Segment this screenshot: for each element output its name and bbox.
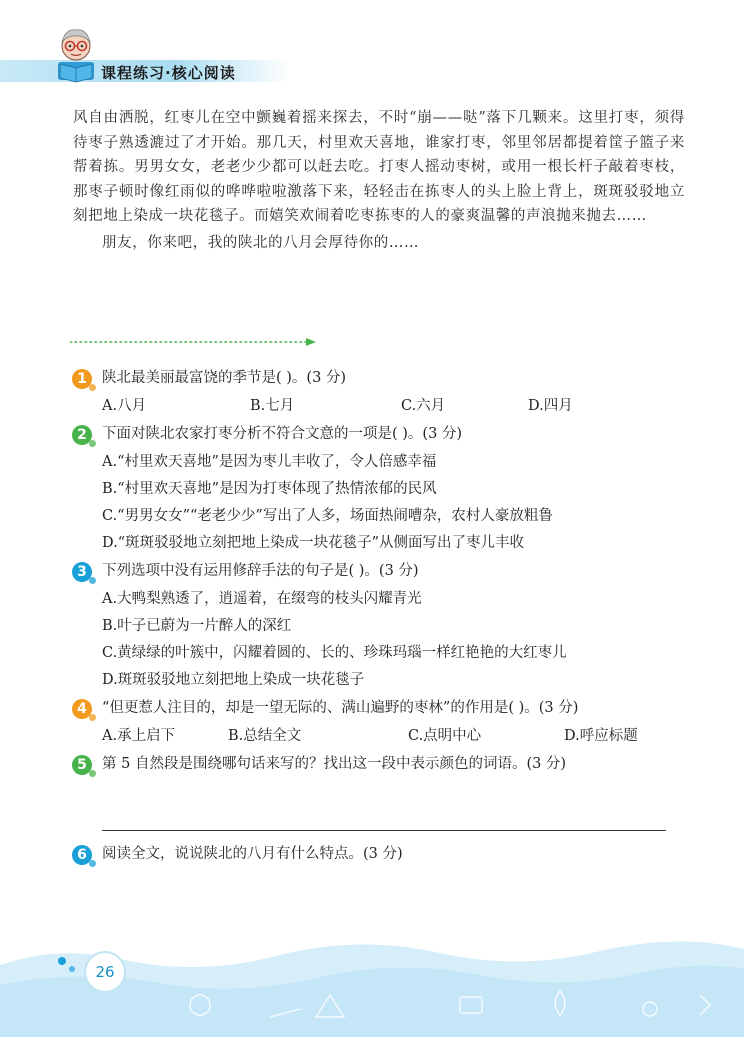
option-a[interactable]: A.八月 bbox=[102, 398, 147, 414]
option-c[interactable]: C.点明中心 bbox=[408, 728, 482, 744]
question-text: 第 5 自然段是围绕哪句话来写的？找出这一段中表示颜色的词语。(3 分) bbox=[102, 756, 567, 772]
option-d[interactable]: D.斑斑驳驳地立刻把地上染成一块花毯子 bbox=[102, 672, 365, 688]
question-text: 下面对陕北农家打枣分析不符合文意的一项是( )。(3 分) bbox=[102, 426, 463, 442]
question-list bbox=[72, 364, 692, 779]
question-6 bbox=[72, 840, 692, 869]
question-text: “但更惹人注目的，却是一望无际的、满山遍野的枣林”的作用是( )。(3 分) bbox=[102, 700, 579, 716]
reading-passage bbox=[73, 106, 685, 256]
option-a[interactable]: A.“村里欢天喜地”是因为枣儿丰收了，令人倍感幸福 bbox=[102, 454, 437, 470]
option-a[interactable]: A.大鸭梨熟透了，逍遥着，在缀弯的枝头闪耀青光 bbox=[102, 591, 422, 607]
option-c[interactable]: C.黄绿绿的叶簇中，闪耀着圆的、长的、珍珠玛瑙一样红艳艳的大红枣儿 bbox=[102, 645, 567, 661]
option-d[interactable]: D.“斑斑驳驳地立刻把地上染成一块花毯子”从侧面写出了枣儿丰收 bbox=[102, 535, 525, 551]
question-1 bbox=[72, 364, 692, 393]
options-row-1 bbox=[72, 393, 692, 420]
options-row-4 bbox=[72, 723, 692, 750]
passage-paragraph: 朋友，你来吧，我的陕北的八月会厚待你的…… bbox=[102, 234, 420, 251]
header-title: 课程练习·核心阅读 bbox=[101, 64, 236, 82]
dotted-arrow-divider bbox=[70, 335, 318, 349]
option-c[interactable]: C.“男男女女”“老老少少”写出了人多，场面热闹嘈杂，农村人豪放粗鲁 bbox=[102, 508, 553, 524]
answer-line[interactable] bbox=[102, 830, 666, 831]
passage-paragraph: 风自由洒脱，红枣儿在空中颤巍着摇来探去，不时“崩——哒”落下几颗来。这里打枣，须得待枣子熟透漉过了才开始。那几天，村里欢天喜地，谁家打枣，邻里邻居都提着筐子篮子来帮着拣。男男女女，老老少少都可以赶去吃。打枣人摇动枣树，或用一根长杆子敲着枣枝，那枣子顿时像红雨似的哗哗啦啦激落下来，轻轻击在拣枣人的头上脸上背上，斑斑驳驳地立刻把地上染成一块花毯子。而嬉笑欢闹着吃枣拣枣的人的豪爽温馨的声浪抛来抛去…… bbox=[73, 110, 685, 225]
question-text: 陕北最美丽最富饶的季节是( )。(3 分) bbox=[102, 370, 347, 386]
question-3 bbox=[72, 557, 692, 586]
option-d[interactable]: D.呼应标题 bbox=[564, 728, 638, 744]
option-b[interactable]: B.总结全文 bbox=[228, 728, 302, 744]
question-number-badge: 2 bbox=[72, 425, 92, 445]
question-number-badge: 3 bbox=[72, 562, 92, 582]
question-2 bbox=[72, 420, 692, 449]
option-a[interactable]: A.承上启下 bbox=[102, 728, 176, 744]
question-number-badge: 4 bbox=[72, 699, 92, 719]
option-b[interactable]: B.“村里欢天喜地”是因为打枣体现了热情浓郁的民风 bbox=[102, 481, 437, 497]
question-text: 阅读全文，说说陕北的八月有什么特点。(3 分) bbox=[102, 846, 403, 862]
option-d[interactable]: D.四月 bbox=[528, 398, 573, 414]
question-6-wrap bbox=[72, 840, 692, 869]
option-b[interactable]: B.七月 bbox=[250, 398, 295, 414]
question-number-badge: 6 bbox=[72, 845, 92, 865]
question-5 bbox=[72, 750, 692, 779]
option-c[interactable]: C.六月 bbox=[401, 398, 446, 414]
question-text: 下列选项中没有运用修辞手法的句子是( )。(3 分) bbox=[102, 563, 419, 579]
question-number-badge: 1 bbox=[72, 369, 92, 389]
question-number-badge: 5 bbox=[72, 755, 92, 775]
page-number: 26 bbox=[84, 951, 126, 993]
mascot-reading-icon bbox=[52, 26, 100, 84]
question-4 bbox=[72, 694, 692, 723]
option-b[interactable]: B.叶子已蔚为一片醉人的深红 bbox=[102, 618, 292, 634]
